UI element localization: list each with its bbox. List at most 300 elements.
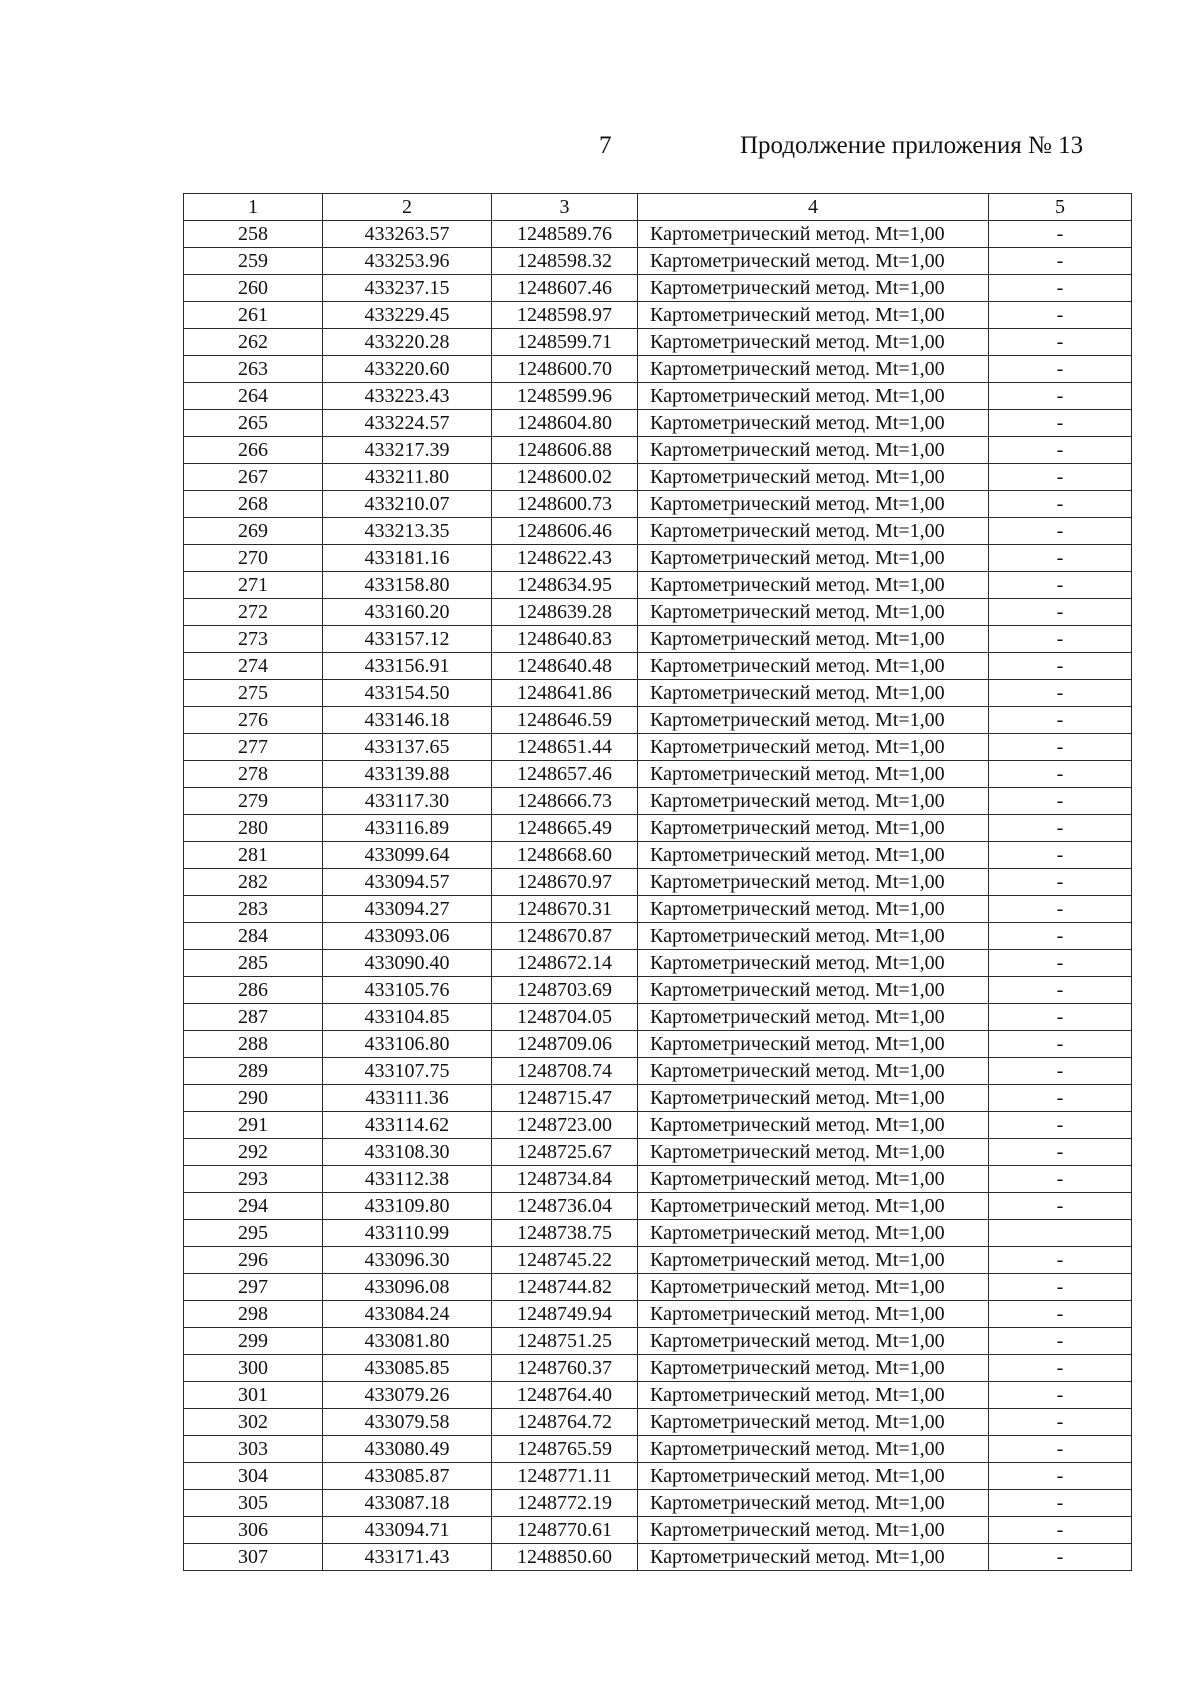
method-cell: Картометрический метод. Mt=1,00 <box>638 1436 989 1463</box>
table-row <box>184 1274 1132 1301</box>
x-coordinate-cell: 433093.06 <box>323 923 492 950</box>
table-row <box>184 1409 1132 1436</box>
table-row <box>184 1517 1132 1544</box>
x-coordinate-cell: 433213.35 <box>323 518 492 545</box>
note-cell: - <box>989 923 1132 950</box>
x-coordinate-cell: 433079.26 <box>323 1382 492 1409</box>
point-number-cell: 292 <box>184 1139 323 1166</box>
y-coordinate-cell: 1248607.46 <box>492 275 638 302</box>
table-row <box>184 329 1132 356</box>
table-row <box>184 491 1132 518</box>
x-coordinate-cell: 433158.80 <box>323 572 492 599</box>
table-row <box>184 545 1132 572</box>
x-coordinate-cell: 433112.38 <box>323 1166 492 1193</box>
y-coordinate-cell: 1248704.05 <box>492 1004 638 1031</box>
table-row <box>184 248 1132 275</box>
method-cell: Картометрический метод. Mt=1,00 <box>638 599 989 626</box>
method-cell: Картометрический метод. Mt=1,00 <box>638 1301 989 1328</box>
point-number-cell: 291 <box>184 1112 323 1139</box>
note-cell: - <box>989 1085 1132 1112</box>
point-number-cell: 264 <box>184 383 323 410</box>
point-number-cell: 258 <box>184 221 323 248</box>
x-coordinate-cell: 433220.60 <box>323 356 492 383</box>
page-title: Продолжение приложения № 13 <box>740 132 1084 159</box>
y-coordinate-cell: 1248760.37 <box>492 1355 638 1382</box>
note-cell: - <box>989 815 1132 842</box>
note-cell: - <box>989 572 1132 599</box>
table-row <box>184 599 1132 626</box>
method-cell: Картометрический метод. Mt=1,00 <box>638 410 989 437</box>
table-row <box>184 923 1132 950</box>
y-coordinate-cell: 1248723.00 <box>492 1112 638 1139</box>
x-coordinate-cell: 433223.43 <box>323 383 492 410</box>
note-cell: - <box>989 383 1132 410</box>
point-number-cell: 306 <box>184 1517 323 1544</box>
method-cell: Картометрический метод. Mt=1,00 <box>638 1490 989 1517</box>
note-cell: - <box>989 491 1132 518</box>
x-coordinate-cell: 433114.62 <box>323 1112 492 1139</box>
table-row <box>184 518 1132 545</box>
y-coordinate-cell: 1248622.43 <box>492 545 638 572</box>
point-number-cell: 266 <box>184 437 323 464</box>
method-cell: Картометрический метод. Mt=1,00 <box>638 383 989 410</box>
y-coordinate-cell: 1248606.46 <box>492 518 638 545</box>
x-coordinate-cell: 433105.76 <box>323 977 492 1004</box>
note-cell: - <box>989 977 1132 1004</box>
point-number-cell: 271 <box>184 572 323 599</box>
table-row <box>184 1166 1132 1193</box>
x-coordinate-cell: 433079.58 <box>323 1409 492 1436</box>
table-row <box>184 1220 1132 1247</box>
point-number-cell: 296 <box>184 1247 323 1274</box>
point-number-cell: 295 <box>184 1220 323 1247</box>
method-cell: Картометрический метод. Mt=1,00 <box>638 1409 989 1436</box>
x-coordinate-cell: 433146.18 <box>323 707 492 734</box>
y-coordinate-cell: 1248771.11 <box>492 1463 638 1490</box>
y-coordinate-cell: 1248672.14 <box>492 950 638 977</box>
x-coordinate-cell: 433104.85 <box>323 1004 492 1031</box>
y-coordinate-cell: 1248764.40 <box>492 1382 638 1409</box>
point-number-cell: 273 <box>184 626 323 653</box>
note-cell: - <box>989 518 1132 545</box>
x-coordinate-cell: 433094.27 <box>323 896 492 923</box>
table-row <box>184 1382 1132 1409</box>
y-coordinate-cell: 1248715.47 <box>492 1085 638 1112</box>
point-number-cell: 272 <box>184 599 323 626</box>
x-coordinate-cell: 433210.07 <box>323 491 492 518</box>
x-coordinate-cell: 433237.15 <box>323 275 492 302</box>
x-coordinate-cell: 433096.30 <box>323 1247 492 1274</box>
x-coordinate-cell: 433109.80 <box>323 1193 492 1220</box>
note-cell: - <box>989 1382 1132 1409</box>
note-cell: - <box>989 302 1132 329</box>
y-coordinate-cell: 1248670.87 <box>492 923 638 950</box>
method-cell: Картометрический метод. Mt=1,00 <box>638 491 989 518</box>
x-coordinate-cell: 433085.87 <box>323 1463 492 1490</box>
table-row <box>184 383 1132 410</box>
method-cell: Картометрический метод. Mt=1,00 <box>638 248 989 275</box>
column-header: 5 <box>989 194 1132 221</box>
note-cell: - <box>989 1112 1132 1139</box>
point-number-cell: 301 <box>184 1382 323 1409</box>
point-number-cell: 285 <box>184 950 323 977</box>
x-coordinate-cell: 433229.45 <box>323 302 492 329</box>
note-cell: - <box>989 599 1132 626</box>
point-number-cell: 289 <box>184 1058 323 1085</box>
note-cell: - <box>989 437 1132 464</box>
note-cell: - <box>989 329 1132 356</box>
method-cell: Картометрический метод. Mt=1,00 <box>638 356 989 383</box>
table-row <box>184 869 1132 896</box>
y-coordinate-cell: 1248640.48 <box>492 653 638 680</box>
point-number-cell: 287 <box>184 1004 323 1031</box>
method-cell: Картометрический метод. Mt=1,00 <box>638 1355 989 1382</box>
y-coordinate-cell: 1248725.67 <box>492 1139 638 1166</box>
point-number-cell: 261 <box>184 302 323 329</box>
point-number-cell: 270 <box>184 545 323 572</box>
method-cell: Картометрический метод. Mt=1,00 <box>638 1382 989 1409</box>
method-cell: Картометрический метод. Mt=1,00 <box>638 815 989 842</box>
x-coordinate-cell: 433110.99 <box>323 1220 492 1247</box>
table-row <box>184 950 1132 977</box>
method-cell: Картометрический метод. Mt=1,00 <box>638 1166 989 1193</box>
table-header-row <box>184 194 1132 221</box>
note-cell: - <box>989 1004 1132 1031</box>
method-cell: Картометрический метод. Mt=1,00 <box>638 1517 989 1544</box>
y-coordinate-cell: 1248708.74 <box>492 1058 638 1085</box>
y-coordinate-cell: 1248850.60 <box>492 1544 638 1571</box>
y-coordinate-cell: 1248598.32 <box>492 248 638 275</box>
point-number-cell: 290 <box>184 1085 323 1112</box>
method-cell: Картометрический метод. Mt=1,00 <box>638 626 989 653</box>
table-row <box>184 1193 1132 1220</box>
table-row <box>184 1544 1132 1571</box>
y-coordinate-cell: 1248734.84 <box>492 1166 638 1193</box>
page-number: 7 <box>599 132 612 159</box>
method-cell: Картометрический метод. Mt=1,00 <box>638 761 989 788</box>
table-row <box>184 1463 1132 1490</box>
y-coordinate-cell: 1248666.73 <box>492 788 638 815</box>
point-number-cell: 300 <box>184 1355 323 1382</box>
method-cell: Картометрический метод. Mt=1,00 <box>638 869 989 896</box>
y-coordinate-cell: 1248709.06 <box>492 1031 638 1058</box>
table-row <box>184 1058 1132 1085</box>
y-coordinate-cell: 1248764.72 <box>492 1409 638 1436</box>
method-cell: Картометрический метод. Mt=1,00 <box>638 1058 989 1085</box>
table-row <box>184 356 1132 383</box>
note-cell: - <box>989 680 1132 707</box>
point-number-cell: 304 <box>184 1463 323 1490</box>
x-coordinate-cell: 433080.49 <box>323 1436 492 1463</box>
y-coordinate-cell: 1248751.25 <box>492 1328 638 1355</box>
note-cell: - <box>989 275 1132 302</box>
method-cell: Картометрический метод. Mt=1,00 <box>638 1004 989 1031</box>
point-number-cell: 293 <box>184 1166 323 1193</box>
table-row <box>184 734 1132 761</box>
column-header: 2 <box>323 194 492 221</box>
method-cell: Картометрический метод. Mt=1,00 <box>638 1274 989 1301</box>
x-coordinate-cell: 433156.91 <box>323 653 492 680</box>
y-coordinate-cell: 1248736.04 <box>492 1193 638 1220</box>
point-number-cell: 307 <box>184 1544 323 1571</box>
note-cell: - <box>989 1031 1132 1058</box>
table-row <box>184 815 1132 842</box>
point-number-cell: 303 <box>184 1436 323 1463</box>
y-coordinate-cell: 1248599.71 <box>492 329 638 356</box>
method-cell: Картометрический метод. Mt=1,00 <box>638 788 989 815</box>
method-cell: Картометрический метод. Mt=1,00 <box>638 545 989 572</box>
method-cell: Картометрический метод. Mt=1,00 <box>638 1247 989 1274</box>
table-row <box>184 1004 1132 1031</box>
table-row <box>184 896 1132 923</box>
note-cell: - <box>989 1328 1132 1355</box>
method-cell: Картометрический метод. Mt=1,00 <box>638 1328 989 1355</box>
table-row <box>184 788 1132 815</box>
point-number-cell: 268 <box>184 491 323 518</box>
point-number-cell: 298 <box>184 1301 323 1328</box>
point-number-cell: 275 <box>184 680 323 707</box>
table-row <box>184 302 1132 329</box>
method-cell: Картометрический метод. Mt=1,00 <box>638 1544 989 1571</box>
point-number-cell: 302 <box>184 1409 323 1436</box>
y-coordinate-cell: 1248772.19 <box>492 1490 638 1517</box>
table-row <box>184 761 1132 788</box>
note-cell: - <box>989 653 1132 680</box>
point-number-cell: 280 <box>184 815 323 842</box>
x-coordinate-cell: 433108.30 <box>323 1139 492 1166</box>
x-coordinate-cell: 433160.20 <box>323 599 492 626</box>
method-cell: Картометрический метод. Mt=1,00 <box>638 707 989 734</box>
column-header: 4 <box>638 194 989 221</box>
method-cell: Картометрический метод. Mt=1,00 <box>638 518 989 545</box>
x-coordinate-cell: 433106.80 <box>323 1031 492 1058</box>
note-cell: - <box>989 1247 1132 1274</box>
table-row <box>184 410 1132 437</box>
point-number-cell: 263 <box>184 356 323 383</box>
y-coordinate-cell: 1248589.76 <box>492 221 638 248</box>
note-cell: - <box>989 707 1132 734</box>
table-row <box>184 437 1132 464</box>
column-header: 3 <box>492 194 638 221</box>
point-number-cell: 297 <box>184 1274 323 1301</box>
point-number-cell: 281 <box>184 842 323 869</box>
y-coordinate-cell: 1248641.86 <box>492 680 638 707</box>
point-number-cell: 274 <box>184 653 323 680</box>
table-row <box>184 572 1132 599</box>
x-coordinate-cell: 433211.80 <box>323 464 492 491</box>
x-coordinate-cell: 433084.24 <box>323 1301 492 1328</box>
note-cell <box>989 1220 1132 1247</box>
method-cell: Картометрический метод. Mt=1,00 <box>638 923 989 950</box>
method-cell: Картометрический метод. Mt=1,00 <box>638 896 989 923</box>
method-cell: Картометрический метод. Mt=1,00 <box>638 221 989 248</box>
y-coordinate-cell: 1248651.44 <box>492 734 638 761</box>
x-coordinate-cell: 433081.80 <box>323 1328 492 1355</box>
y-coordinate-cell: 1248770.61 <box>492 1517 638 1544</box>
y-coordinate-cell: 1248640.83 <box>492 626 638 653</box>
method-cell: Картометрический метод. Mt=1,00 <box>638 977 989 1004</box>
x-coordinate-cell: 433116.89 <box>323 815 492 842</box>
method-cell: Картометрический метод. Mt=1,00 <box>638 1139 989 1166</box>
note-cell: - <box>989 1436 1132 1463</box>
note-cell: - <box>989 761 1132 788</box>
method-cell: Картометрический метод. Mt=1,00 <box>638 950 989 977</box>
x-coordinate-cell: 433099.64 <box>323 842 492 869</box>
y-coordinate-cell: 1248670.97 <box>492 869 638 896</box>
x-coordinate-cell: 433171.43 <box>323 1544 492 1571</box>
note-cell: - <box>989 1166 1132 1193</box>
table-row <box>184 977 1132 1004</box>
y-coordinate-cell: 1248749.94 <box>492 1301 638 1328</box>
table-row <box>184 275 1132 302</box>
y-coordinate-cell: 1248600.73 <box>492 491 638 518</box>
note-cell: - <box>989 626 1132 653</box>
point-number-cell: 284 <box>184 923 323 950</box>
table-row <box>184 1085 1132 1112</box>
point-number-cell: 286 <box>184 977 323 1004</box>
point-number-cell: 282 <box>184 869 323 896</box>
y-coordinate-cell: 1248606.88 <box>492 437 638 464</box>
point-number-cell: 259 <box>184 248 323 275</box>
x-coordinate-cell: 433094.71 <box>323 1517 492 1544</box>
method-cell: Картометрический метод. Mt=1,00 <box>638 437 989 464</box>
method-cell: Картометрический метод. Mt=1,00 <box>638 842 989 869</box>
table-row <box>184 653 1132 680</box>
note-cell: - <box>989 1274 1132 1301</box>
column-header: 1 <box>184 194 323 221</box>
table-row <box>184 1490 1132 1517</box>
y-coordinate-cell: 1248634.95 <box>492 572 638 599</box>
table-row <box>184 1301 1132 1328</box>
y-coordinate-cell: 1248668.60 <box>492 842 638 869</box>
method-cell: Картометрический метод. Mt=1,00 <box>638 680 989 707</box>
table-row <box>184 842 1132 869</box>
x-coordinate-cell: 433263.57 <box>323 221 492 248</box>
y-coordinate-cell: 1248670.31 <box>492 896 638 923</box>
y-coordinate-cell: 1248765.59 <box>492 1436 638 1463</box>
y-coordinate-cell: 1248599.96 <box>492 383 638 410</box>
point-number-cell: 269 <box>184 518 323 545</box>
note-cell: - <box>989 1409 1132 1436</box>
note-cell: - <box>989 248 1132 275</box>
note-cell: - <box>989 356 1132 383</box>
coordinates-table <box>183 193 1132 1571</box>
x-coordinate-cell: 433117.30 <box>323 788 492 815</box>
point-number-cell: 283 <box>184 896 323 923</box>
table-row <box>184 1112 1132 1139</box>
method-cell: Картометрический метод. Mt=1,00 <box>638 1112 989 1139</box>
y-coordinate-cell: 1248604.80 <box>492 410 638 437</box>
x-coordinate-cell: 433220.28 <box>323 329 492 356</box>
note-cell: - <box>989 1139 1132 1166</box>
table-row <box>184 221 1132 248</box>
note-cell: - <box>989 1355 1132 1382</box>
note-cell: - <box>989 410 1132 437</box>
method-cell: Картометрический метод. Mt=1,00 <box>638 464 989 491</box>
note-cell: - <box>989 1544 1132 1571</box>
method-cell: Картометрический метод. Mt=1,00 <box>638 653 989 680</box>
x-coordinate-cell: 433181.16 <box>323 545 492 572</box>
table-row <box>184 1031 1132 1058</box>
point-number-cell: 299 <box>184 1328 323 1355</box>
method-cell: Картометрический метод. Mt=1,00 <box>638 734 989 761</box>
y-coordinate-cell: 1248744.82 <box>492 1274 638 1301</box>
note-cell: - <box>989 1463 1132 1490</box>
note-cell: - <box>989 734 1132 761</box>
y-coordinate-cell: 1248738.75 <box>492 1220 638 1247</box>
y-coordinate-cell: 1248598.97 <box>492 302 638 329</box>
y-coordinate-cell: 1248646.59 <box>492 707 638 734</box>
note-cell: - <box>989 1058 1132 1085</box>
table-row <box>184 1328 1132 1355</box>
note-cell: - <box>989 1301 1132 1328</box>
note-cell: - <box>989 1517 1132 1544</box>
note-cell: - <box>989 869 1132 896</box>
note-cell: - <box>989 896 1132 923</box>
method-cell: Картометрический метод. Mt=1,00 <box>638 275 989 302</box>
x-coordinate-cell: 433096.08 <box>323 1274 492 1301</box>
x-coordinate-cell: 433154.50 <box>323 680 492 707</box>
x-coordinate-cell: 433217.39 <box>323 437 492 464</box>
method-cell: Картометрический метод. Mt=1,00 <box>638 1220 989 1247</box>
point-number-cell: 279 <box>184 788 323 815</box>
point-number-cell: 267 <box>184 464 323 491</box>
y-coordinate-cell: 1248639.28 <box>492 599 638 626</box>
table-row <box>184 626 1132 653</box>
method-cell: Картометрический метод. Mt=1,00 <box>638 1193 989 1220</box>
method-cell: Картометрический метод. Mt=1,00 <box>638 1031 989 1058</box>
x-coordinate-cell: 433107.75 <box>323 1058 492 1085</box>
y-coordinate-cell: 1248665.49 <box>492 815 638 842</box>
table-body <box>184 194 1132 1571</box>
x-coordinate-cell: 433111.36 <box>323 1085 492 1112</box>
point-number-cell: 278 <box>184 761 323 788</box>
x-coordinate-cell: 433087.18 <box>323 1490 492 1517</box>
x-coordinate-cell: 433253.96 <box>323 248 492 275</box>
method-cell: Картометрический метод. Mt=1,00 <box>638 329 989 356</box>
method-cell: Картометрический метод. Mt=1,00 <box>638 1463 989 1490</box>
table-row <box>184 1436 1132 1463</box>
table-row <box>184 1247 1132 1274</box>
x-coordinate-cell: 433085.85 <box>323 1355 492 1382</box>
y-coordinate-cell: 1248600.70 <box>492 356 638 383</box>
point-number-cell: 262 <box>184 329 323 356</box>
y-coordinate-cell: 1248745.22 <box>492 1247 638 1274</box>
note-cell: - <box>989 842 1132 869</box>
y-coordinate-cell: 1248703.69 <box>492 977 638 1004</box>
table-row <box>184 1355 1132 1382</box>
point-number-cell: 305 <box>184 1490 323 1517</box>
table-row <box>184 707 1132 734</box>
point-number-cell: 288 <box>184 1031 323 1058</box>
table-row <box>184 464 1132 491</box>
x-coordinate-cell: 433157.12 <box>323 626 492 653</box>
x-coordinate-cell: 433094.57 <box>323 869 492 896</box>
note-cell: - <box>989 950 1132 977</box>
note-cell: - <box>989 788 1132 815</box>
note-cell: - <box>989 1193 1132 1220</box>
note-cell: - <box>989 464 1132 491</box>
note-cell: - <box>989 221 1132 248</box>
point-number-cell: 294 <box>184 1193 323 1220</box>
x-coordinate-cell: 433137.65 <box>323 734 492 761</box>
table-row <box>184 1139 1132 1166</box>
point-number-cell: 277 <box>184 734 323 761</box>
method-cell: Картометрический метод. Mt=1,00 <box>638 1085 989 1112</box>
y-coordinate-cell: 1248600.02 <box>492 464 638 491</box>
point-number-cell: 276 <box>184 707 323 734</box>
x-coordinate-cell: 433139.88 <box>323 761 492 788</box>
